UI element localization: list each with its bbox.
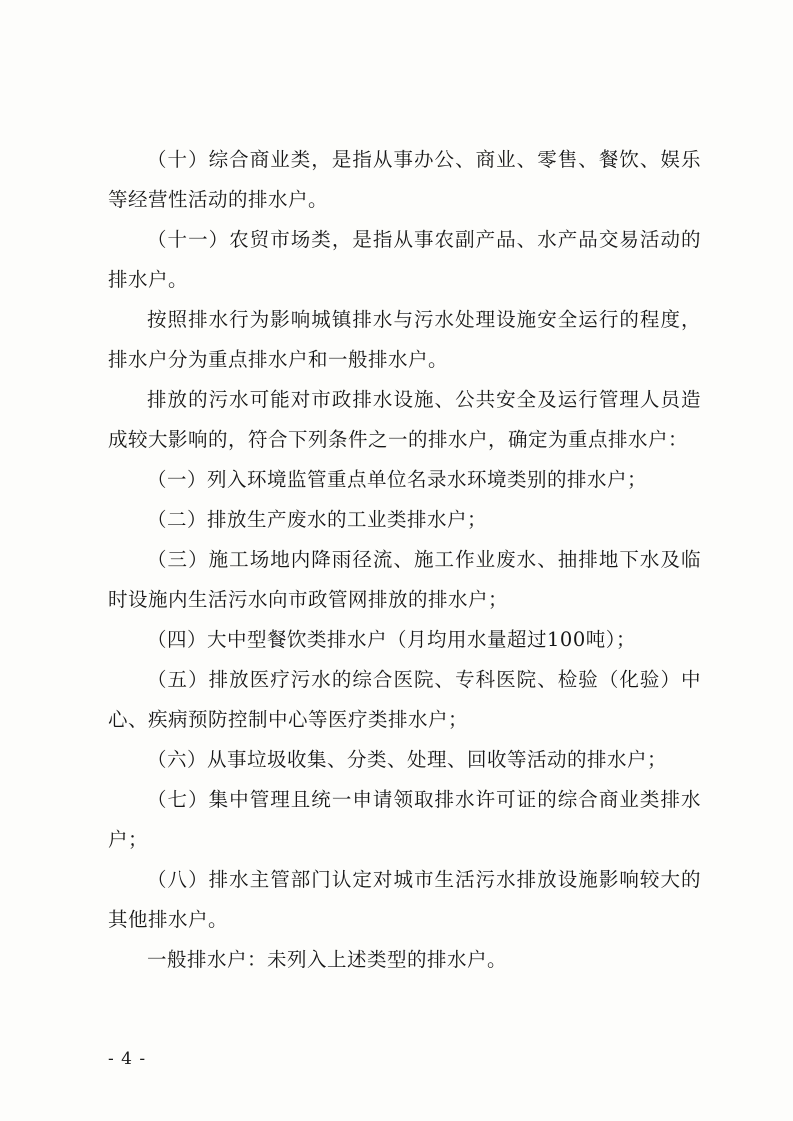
page-number: - 4 - <box>108 1049 147 1069</box>
paragraph: （六）从事垃圾收集、分类、处理、回收等活动的排水户； <box>147 748 668 771</box>
paragraph: （七）集中管理且统一申请领取排水许可证的综合商业类排水户； <box>108 788 701 851</box>
paragraph: （十）综合商业类，是指从事办公、商业、零售、餐饮、娱乐等经营性活动的排水户。 <box>108 148 701 211</box>
paragraph: （三）施工场地内降雨径流、施工作业废水、抽排地下水及临时设施内生活污水向市政管网排放的排水户； <box>108 548 701 611</box>
paragraph: （四）大中型餐饮类排水户（月均用水量超过100吨）； <box>147 628 636 651</box>
paragraph: （十一）农贸市场类，是指从事农副产品、水产品交易活动的排水户。 <box>108 228 701 291</box>
paragraph: 按照排水行为影响城镇排水与污水处理设施安全运行的程度，排水户分为重点排水户和一般排水户。 <box>108 308 701 371</box>
paragraph: （一）列入环境监管重点单位名录水环境类别的排水户； <box>147 468 648 491</box>
paragraph: （五）排放医疗污水的综合医院、专科医院、检验（化验）中心、疾病预防控制中心等医疗类排水户； <box>108 668 701 731</box>
paragraph: （二）排放生产废水的工业类排水户； <box>147 508 488 531</box>
paragraph: （八）排水主管部门认定对城市生活污水排放设施影响较大的其他排水户。 <box>108 868 701 931</box>
paragraph: 排放的污水可能对市政排水设施、公共安全及运行管理人员造成较大影响的，符合下列条件之一的排水户，确定为重点排水户： <box>108 388 701 451</box>
paragraph: 一般排水户：未列入上述类型的排水户。 <box>147 948 508 971</box>
document-body <box>108 140 701 980</box>
